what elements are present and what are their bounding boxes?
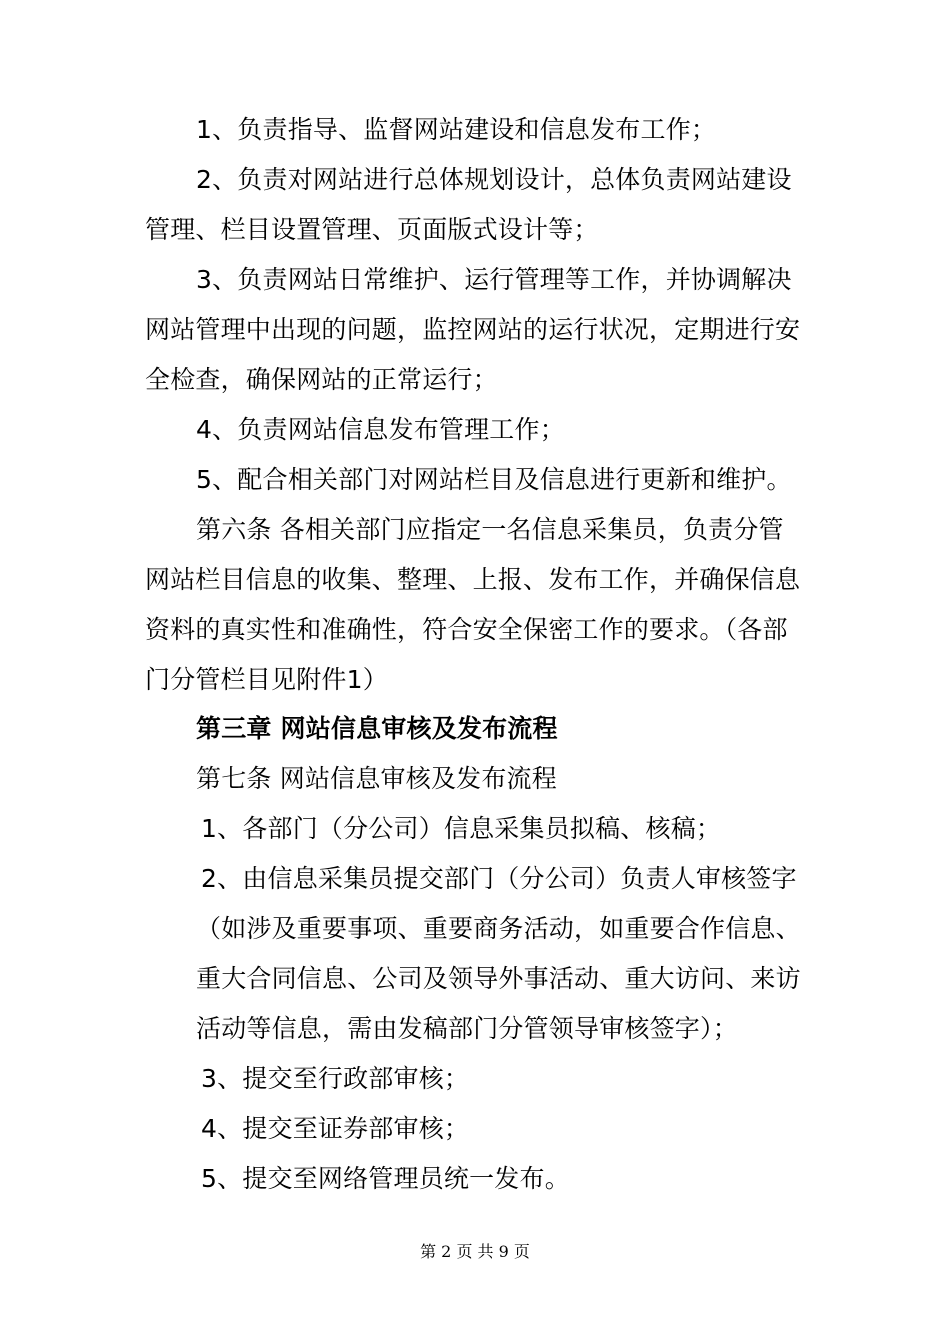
- paragraph-line: 3、提交至行政部审核；: [201, 1064, 470, 1093]
- paragraph-line: 4、提交至证券部审核；: [201, 1114, 470, 1143]
- paragraph-line: 1、负责指导、监督网站建设和信息发布工作；: [196, 115, 717, 144]
- paragraph-line: 5、配合相关部门对网站栏目及信息进行更新和维护。: [196, 465, 792, 494]
- paragraph-line: 2、负责对网站进行总体规划设计，总体负责网站建设: [196, 165, 792, 194]
- paragraph-line: 5、提交至网络管理员统一发布。: [201, 1164, 570, 1193]
- paragraph-line: 资料的真实性和准确性，符合安全保密工作的要求。（各部: [145, 615, 788, 644]
- paragraph-line: 管理、栏目设置管理、页面版式设计等；: [145, 215, 599, 244]
- paragraph-line: 1、各部门（分公司）信息采集员拟稿、核稿；: [201, 814, 722, 843]
- paragraph-line: 3、负责网站日常维护、运行管理等工作，并协调解决: [196, 265, 792, 294]
- paragraph-line: 重大合同信息、公司及领导外事活动、重大访问、来访: [196, 964, 801, 993]
- paragraph-line: 全检查，确保网站的正常运行；: [145, 365, 498, 394]
- page-number-footer: 第 2 页 共 9 页: [420, 1242, 530, 1261]
- article-seven-line: 第七条 网站信息审核及发布流程: [196, 764, 557, 793]
- paragraph-line: 2、由信息采集员提交部门（分公司）负责人审核签字: [201, 864, 797, 893]
- paragraph-line: 4、负责网站信息发布管理工作；: [196, 415, 565, 444]
- paragraph-line: 活动等信息，需由发稿部门分管领导审核签字）；: [196, 1014, 738, 1043]
- article-six-line: 第六条 各相关部门应指定一名信息采集员，负责分管: [196, 515, 784, 544]
- paragraph-line: （如涉及重要事项、重要商务活动，如重要合作信息、: [196, 914, 801, 943]
- paragraph-line: 网站管理中出现的问题，监控网站的运行状况，定期进行安: [145, 315, 801, 344]
- paragraph-line: 网站栏目信息的收集、整理、上报、发布工作，并确保信息: [145, 565, 801, 594]
- chapter-heading: 第三章 网站信息审核及发布流程: [196, 714, 558, 743]
- paragraph-line: 门分管栏目见附件1）: [145, 665, 388, 694]
